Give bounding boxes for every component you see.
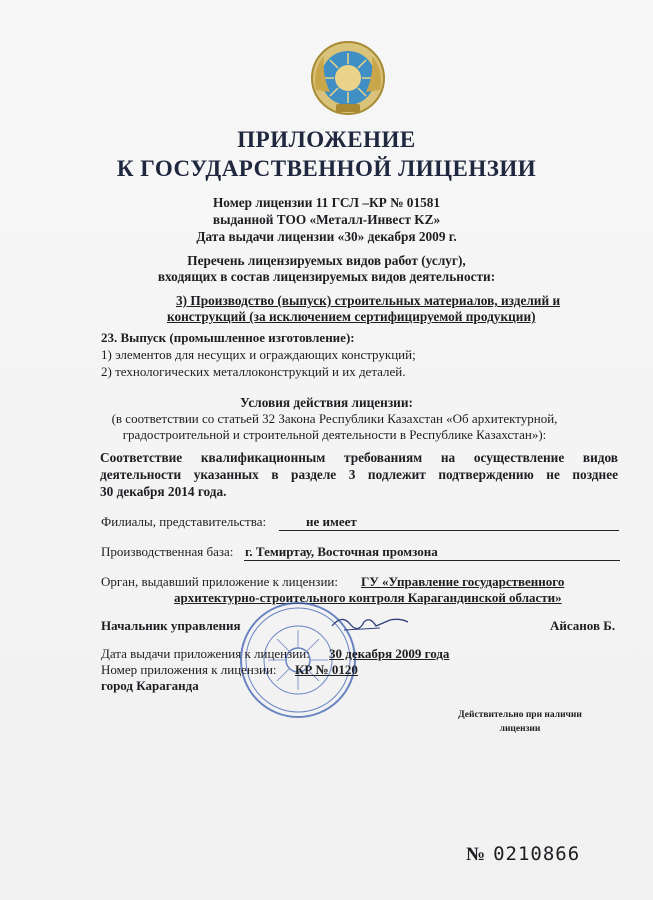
page-title-line2: К ГОСУДАРСТВЕННОЙ ЛИЦЕНЗИИ	[116, 156, 537, 181]
signer-position: Начальник управления	[101, 618, 241, 633]
production-underline	[244, 560, 620, 561]
conditions-ref-line1: (в соответствии со статьей 32 Закона Республики Казахстан «Об архитектурной,	[111, 411, 558, 426]
license-issue-date: Дата выдачи лицензии «30» декабря 2009 г.	[196, 229, 457, 244]
license-number: Номер лицензии 11 ГСЛ –КР № 01581	[212, 195, 441, 210]
signer-name: Айсанов Б.	[550, 618, 616, 633]
authority-label: Орган, выдавший приложение к лицензии:	[101, 574, 338, 589]
number-sign: №	[466, 844, 486, 865]
production-label: Производственная база:	[101, 544, 234, 559]
conditions-text-line2: деятельности указанных в разделе 3 подлежит подтверждению не позднее	[100, 467, 618, 482]
branches-value: не имеет	[306, 514, 357, 529]
validity-note-line1: Действительно при наличии	[458, 710, 582, 720]
works-item-line1: 3) Производство (выпуск) строительных материалов, изделий и	[176, 293, 561, 308]
authority-value-line2: архитектурно-строительного контроля Карагандинской области»	[174, 590, 562, 605]
appendix-number-value: КР № 0120	[295, 662, 358, 677]
branches-underline	[279, 530, 619, 531]
branches-label: Филиалы, представительства:	[101, 514, 267, 529]
works-list-heading-1: Перечень лицензируемых видов работ (услуг),	[187, 253, 466, 268]
section-23-item-2: 2) технологических металлоконструкций и их деталей.	[101, 364, 406, 379]
conditions-text	[100, 449, 618, 500]
conditions-ref-line2: градостроительной и строительной деятельности в Республике Казахстан»):	[122, 427, 547, 442]
authority-value-line1: ГУ «Управление государственного	[361, 574, 565, 589]
validity-note	[440, 708, 600, 736]
state-emblem-icon	[310, 40, 386, 118]
page-title-line1: ПРИЛОЖЕНИЕ	[237, 127, 416, 152]
conditions-text-line1: Соответствие квалификационным требованиям на осуществление видов	[100, 450, 618, 465]
section-23-heading: 23. Выпуск (промышленное изготовление):	[101, 330, 355, 345]
appendix-date-label: Дата выдачи приложения к лицензии:	[101, 646, 310, 661]
section-23-item-1: 1) элементов для несущих и ограждающих конструкций;	[101, 347, 416, 362]
serial-number	[466, 843, 580, 866]
appendix-date-value: 30 декабря 2009 года	[329, 646, 450, 661]
works-list-heading-2: входящих в состав лицензируемых видов деятельности:	[157, 269, 496, 284]
production-value: г. Темиртау, Восточная промзона	[245, 544, 438, 559]
license-issued-to: выданной ТОО «Металл-Инвест KZ»	[212, 212, 441, 227]
works-item-line2: конструкций (за исключением сертифицируемой продукции)	[167, 309, 536, 324]
conditions-text-line3: 30 декабря 2014 года.	[100, 484, 227, 499]
signature-scribble-icon	[330, 612, 410, 634]
validity-note-line2: лицензии	[499, 724, 541, 734]
conditions-heading: Условия действия лицензии:	[240, 395, 413, 410]
appendix-number-label: Номер приложения к лицензии:	[101, 662, 277, 677]
appendix-city: город Караганда	[101, 678, 199, 693]
serial-number-value: 0210866	[493, 843, 581, 865]
